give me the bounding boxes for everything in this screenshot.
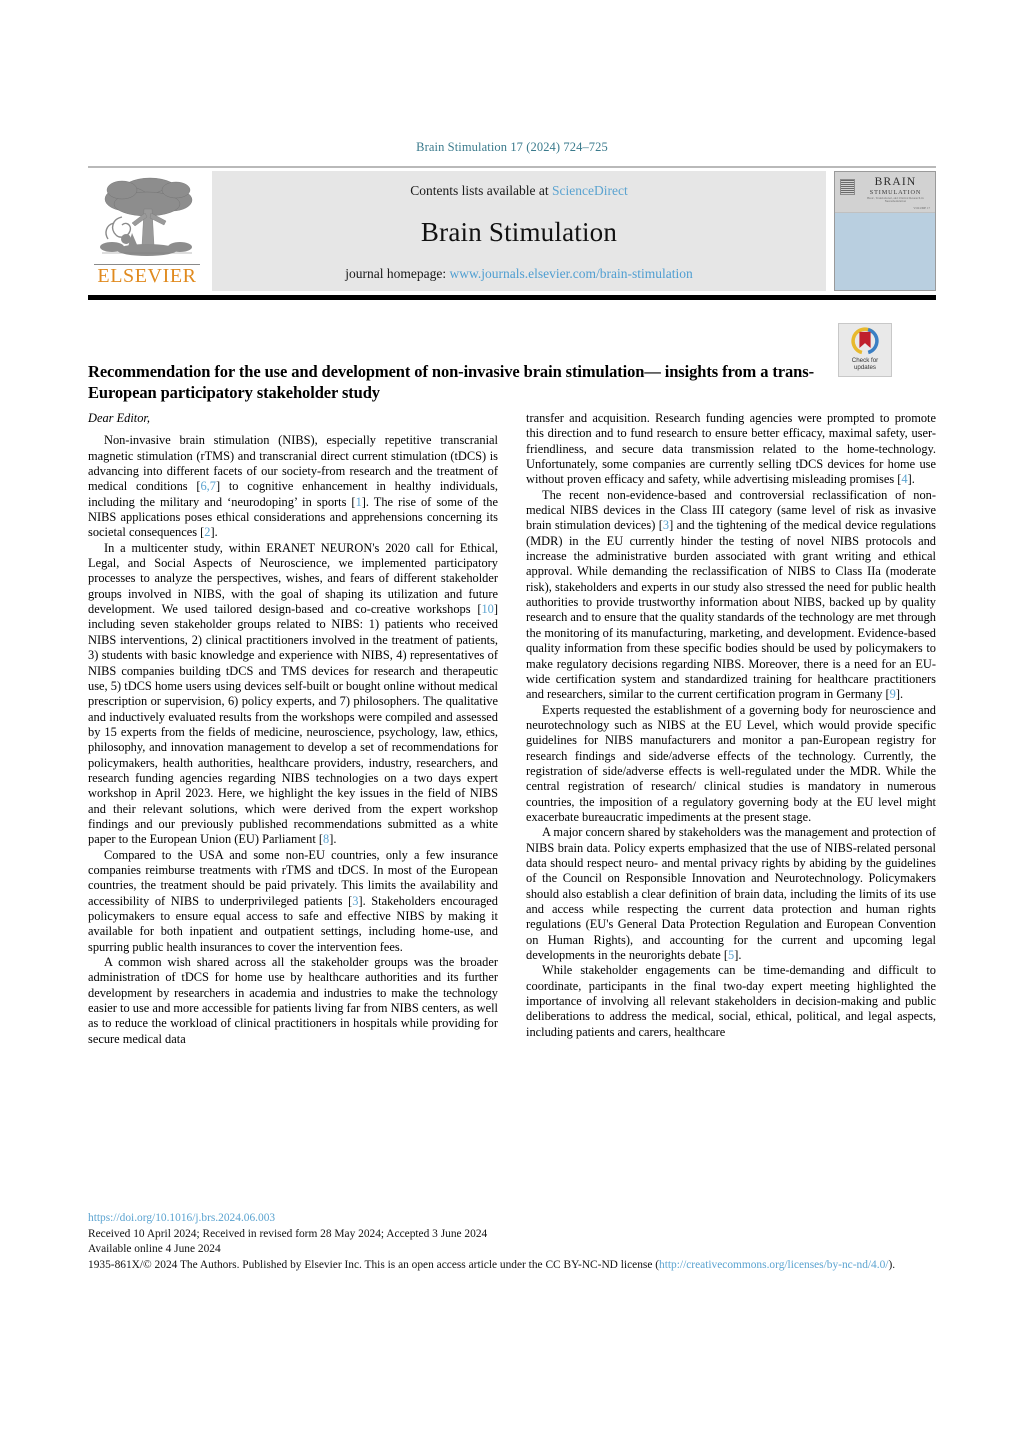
article-footer [88,1211,936,1273]
received-dates: Received 10 April 2024; Received in revised form 28 May 2024; Accepted 3 June 2024 [88,1227,488,1240]
para-text: ]. [329,832,337,847]
contents-available-line [212,183,826,199]
citation-ref[interactable]: 2 [204,525,211,540]
citation-ref[interactable]: 9 [889,687,896,702]
right-column [526,411,936,1047]
cover-masthead [835,172,935,213]
page-title: Recommendation for the use and development of non-invasive brain stimulation— insights from a trans-European participatory stakeholder study [88,362,814,403]
crossmark-label [839,357,891,372]
citation-ref[interactable]: 4 [901,472,908,487]
journal-banner [212,171,826,291]
paragraph-right-5: While stakeholder engagements can be time-demanding and difficult to coordinate, participants in the final two-day expert meeting highlighted the importance of involving all relevant stakeholders in decision-making and public deliberations to address the medical, social, ethical, political, and legal aspects, including patients and carers, healthcare [526,963,936,1039]
paragraph-right-4 [526,825,936,963]
citation-ref[interactable]: 10 [481,602,494,617]
available-online-date: Available online 4 June 2024 [88,1243,221,1256]
header-bottom-rule [88,295,936,300]
copyright-license [88,1258,936,1274]
cover-subtitle: Basic, Translational, and Clinical Research in Neuromodulation [867,197,924,203]
crossmark-icon [851,327,879,355]
article-body [88,411,936,1047]
paragraph-right-3: Experts requested the establishment of a governing body for neuroscience and neurotechnology such as NIBS at the EU Level, which would provide specific guidelines for NIBS manufacturers and monitor a pan-European registry for research findings and side/adverse effects of the technology. Currently, the registration of side/adverse effects is well-regulated under the MDR. While the central registration of research/ clinical studies is mandatory in numerous countries, the imposition of a regulatory governing body at the EU level might exacerbate bureaucratic impediments at the present stage. [526,702,936,824]
citation-ref[interactable]: 6,7 [200,479,216,494]
header-top-rule [88,166,936,168]
elsevier-logo [88,171,206,291]
paragraph-right-2 [526,488,936,703]
para-text: ] including seven stakeholder groups related to NIBS: 1) patients who received NIBS interventions, 2) clinical practitioners involved in the treatment of patients, 3) students with basic knowledge and experience with NIBS, 4) representatives of NIBS companies building tDCS and TMS devices for research and therapeutic use, 5) tDCS home users using devices self-built or bought online without medical prescription or supervision, 6) policy experts, and 7) philosophers. The qualitative and inductively evaluated results from the workshops were compiled and assessed by 15 experts from the fields of medicine, neuroscience, psychology, law, ethics, philosophy, and innovation management to develop a set of recommendations for policymakers, health authorities, healthcare providers, industry, researchers, and research funding agencies regarding NIBS technologies on a two days expert workshop in April 2023. Here, we highlight the key issues in the field of NIBS and their relevant solutions, which were derived from the expert workshop findings and our previously published recommendations submitted as a white paper to the European Union (EU) Parliament [ [88,602,498,847]
para-text: ]. [210,525,218,540]
elsevier-tree-icon [92,173,202,263]
para-text: ]. [895,687,904,702]
citation-ref[interactable]: 3 [662,518,670,533]
copyright-text-end: ). [888,1258,896,1271]
para-text: transfer and acquisition. Research funding agencies were prompted to promote this direction and to fund research to ensure better efficacy, maximal safety, user-friendliness, and secure data transmission related to the home-technology. Unfortunately, some companies are currently selling tDCS devices for home use without proven efficacy and safety, while advertising misleading promises [ [526,411,936,487]
header-row [88,171,936,291]
paragraph-left-2 [88,541,498,848]
crossmark-line1: Check for [851,356,879,364]
para-text: In a multicenter study, within ERANET NEURON's 2020 call for Ethical, Legal, and Social Aspects of Neuroscience, we implemented participatory processes to analyze the perspectives, wishes, and fears of different stakeholder groups involved in NIBS, with the goal of shaping its utilization and future development. We used tailored design-based and co-creative workshops [ [88,540,498,617]
running-head: Brain Stimulation 17 (2024) 724–725 [416,140,608,154]
journal-header [88,166,936,300]
para-text: ] and the tightening of the medical device regulations (MDR) in the EU currently hinder the testing of novel NIBS protocols and increase the administrative burden associated with grant writing and ethical approval. While demanding the reclassification of NIBS to Class IIa (moderate risk), stakeholders and experts in our study also stressed the need for public health authorities to provide trustworthy information about NIBS, backed up by quality research and to ensure that the quality standards of the technology are met through the monitoring of its manufacturing, marketing, and development. Evidence-based quality information from these specific bodies should be used by policymakers to make regulatory decisions regarding NIBS. Moreover, there is a need for an EU-wide certification system and standardized training for healthcare practitioners and researchers, similar to the current certification program in Germany [ [526,518,936,702]
paragraph-left-1 [88,433,498,540]
copyright-text: 1935-861X/© 2024 The Authors. Published by Elsevier Inc. This is an open access article under the CC BY-NC-ND license ( [88,1258,660,1271]
citation-ref[interactable]: 3 [352,893,359,908]
crossmark-badge[interactable] [838,323,892,377]
left-column [88,411,498,1047]
elsevier-wordmark: ELSEVIER [97,265,197,287]
journal-title: Brain Stimulation [420,217,618,247]
para-text: ]. The rise of some of the NIBS applications poses ethical considerations and apprehensions concerning its societal consequences [ [88,494,498,540]
contents-prefix-text: Contents lists available at [410,183,552,198]
paragraph-left-3 [88,848,498,955]
sciencedirect-link[interactable]: ScienceDirect [552,183,628,198]
cover-title-brain: BRAIN [874,176,917,188]
journal-homepage-line [212,266,826,282]
para-text: Non-invasive brain stimulation (NIBS), especially repetitive transcranial magnetic stimulation (rTMS) and transcranial direct current stimulation (tDCS) is advancing into different facets of our society-from research and the treatment of medical conditions [ [88,433,498,494]
cc-license-link[interactable]: http://creativecommons.org/licenses/by-nc-nd/4.0/ [659,1258,889,1271]
journal-homepage-link[interactable]: www.journals.elsevier.com/brain-stimulation [449,266,693,281]
homepage-prefix-text: journal homepage: [345,266,450,281]
para-text: A major concern shared by stakeholders was the management and protection of NIBS brain data. Policy experts emphasized that the use of NIBS-related personal data should respect neuro- and mental privacy rights by abiding by the guidelines of the Council on Responsible Innovation and Neurotechnology. Policymakers should also establish a clear definition of brain data, including the limits of its use and access while respecting the current data protection and human rights regulations (EU's General Data Protection Regulation and European Convention on Human Rights), and accounting for the current and upcoming legal developments in the neurorights debate [ [526,825,936,963]
para-text: ] to cognitive enhancement in healthy individuals, including the military and ‘neurodoping’ in sports [ [88,479,499,509]
citation-ref[interactable]: 8 [323,832,330,847]
para-text: ]. Stakeholders encouraged policymakers to ensure equal access to safe and effective NIBS by making it available for both inpatient and outpatient settings, including home-use, and spurring public health insurances to cover the intervention fees. [88,893,498,954]
cover-elsevier-icon [840,179,855,195]
citation-ref[interactable]: 5 [727,948,735,963]
journal-cover-thumbnail [834,171,936,291]
cover-issue-label: VOLUME 17 [913,206,930,210]
paragraph-left-4: A common wish shared across all the stakeholder groups was the broader administration of tDCS for home use by healthcare authorities and its further development by researchers in academia and industries to make the technology easier to use and more accessible for patients living far from NIBS centers, as well as to reduce the workload of clinical practitioners in hospitals while providing for secure medical data [88,955,498,1046]
para-text: ]. [907,472,915,487]
cover-title-stimulation: STIMULATION [869,189,922,196]
paragraph-right-1 [526,411,936,488]
para-text: Compared to the USA and some non-EU countries, only a few insurance companies reimburse treatments with rTMS and tDCS. In most of the European countries, the treatment should be paid privately. This limits the availability and accessibility of NIBS to underprivileged patients [ [88,847,498,908]
doi-link[interactable]: https://doi.org/10.1016/j.brs.2024.06.003 [88,1212,276,1224]
para-text: ]. [734,948,742,963]
citation-ref[interactable]: 1 [355,494,362,509]
crossmark-line2: updates [853,364,877,372]
para-text: The recent non-evidence-based and controversial reclassification of non-medical NIBS devices in the Class III category (same level of risk as invasive brain stimulation devices) [ [526,487,936,533]
salutation: Dear Editor, [88,411,150,425]
